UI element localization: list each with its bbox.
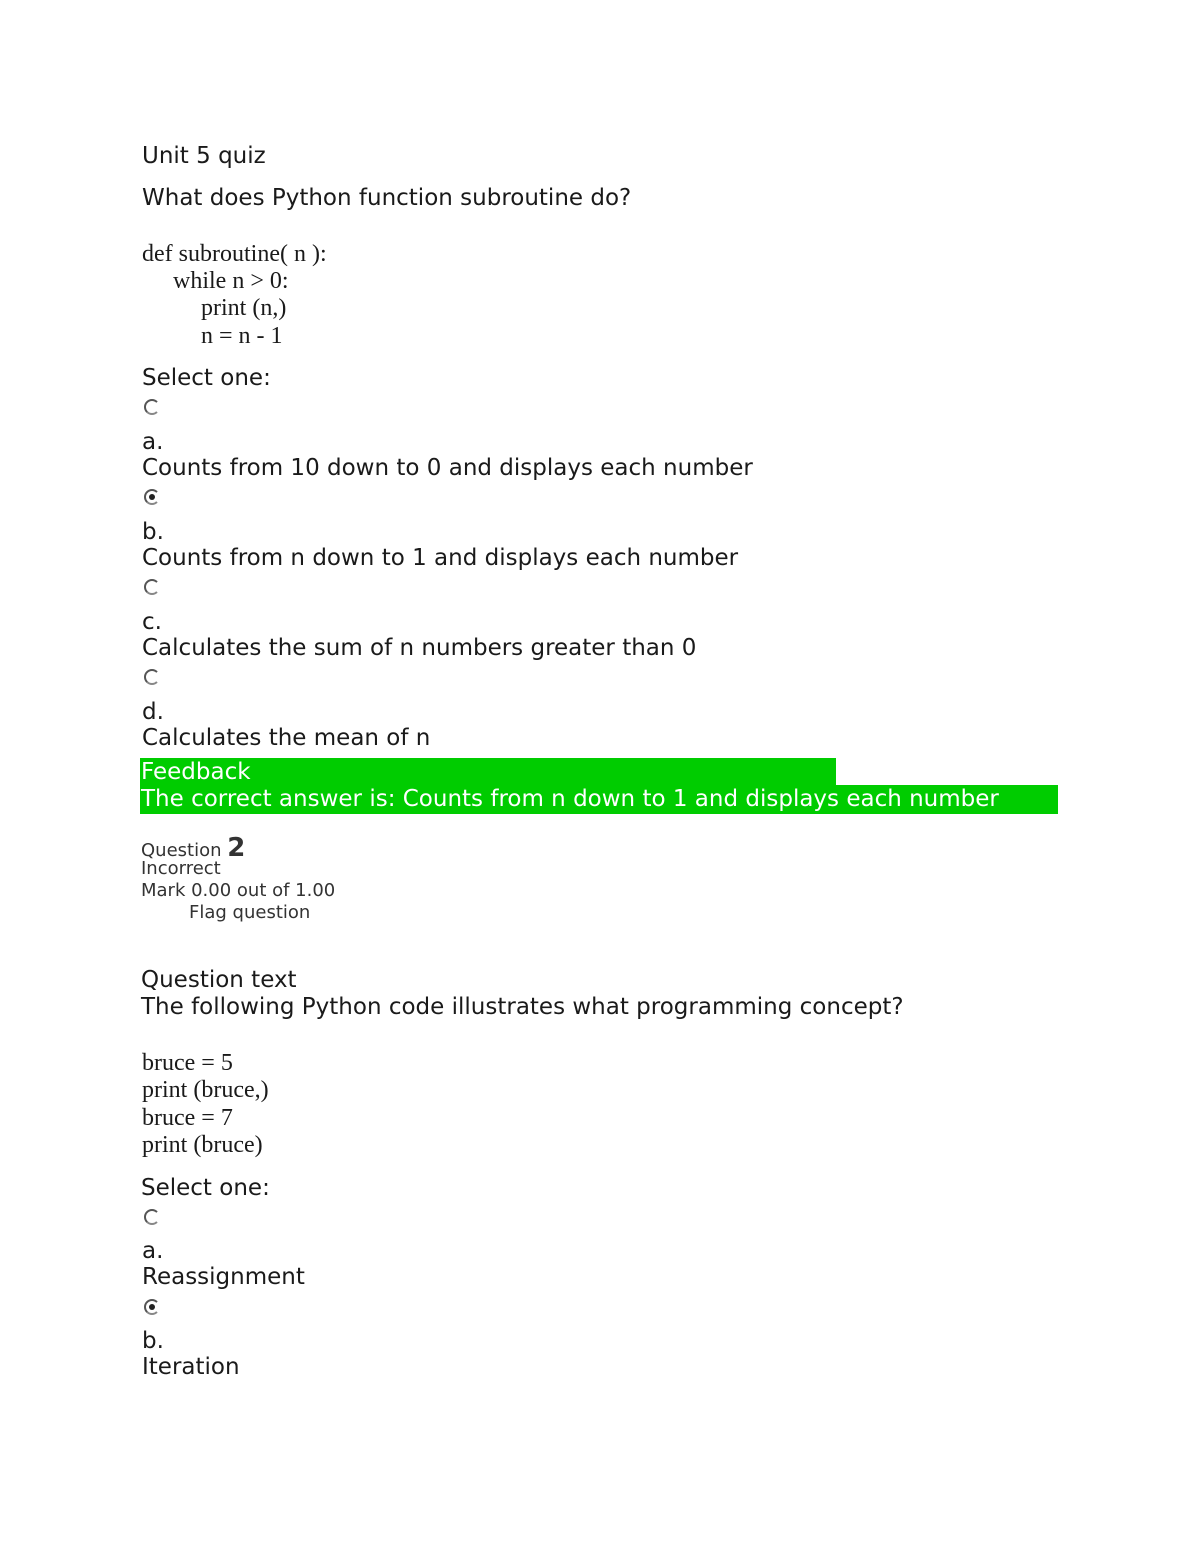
code-line: n = n - 1: [201, 323, 283, 349]
radio-option-b[interactable]: [144, 489, 160, 505]
code-line: def subroutine( n ):: [142, 241, 327, 267]
option-text[interactable]: Iteration: [142, 1354, 240, 1380]
option-text[interactable]: Counts from n down to 1 and displays each number: [142, 545, 739, 571]
option-letter: d.: [142, 699, 164, 725]
option-letter: b.: [142, 519, 164, 545]
question-text-heading: Question text: [141, 967, 297, 993]
code-line: print (n,): [201, 295, 287, 321]
page-title: Unit 5 quiz: [142, 143, 266, 169]
select-one-label: Select one:: [141, 1175, 270, 1201]
question-mark: Mark 0.00 out of 1.00: [141, 880, 336, 901]
option-text[interactable]: Calculates the mean of n: [142, 725, 431, 751]
question-label: Question: [141, 840, 222, 861]
code-line: bruce = 7: [142, 1105, 233, 1131]
option-text[interactable]: Reassignment: [142, 1264, 305, 1290]
option-letter: a.: [142, 429, 164, 455]
question-2-text: The following Python code illustrates what programming concept?: [141, 994, 904, 1020]
radio-option-a[interactable]: [144, 1209, 160, 1225]
question-number: 2: [227, 833, 246, 863]
question-status: Incorrect: [141, 858, 221, 879]
code-line: print (bruce): [142, 1132, 263, 1158]
feedback-correct-answer: The correct answer is: Counts from n down to 1 and displays each number: [141, 786, 999, 812]
radio-option-d[interactable]: [144, 669, 160, 685]
radio-option-c[interactable]: [144, 579, 160, 595]
code-line: bruce = 5: [142, 1050, 233, 1076]
radio-option-a[interactable]: [144, 399, 160, 415]
radio-option-b[interactable]: [144, 1299, 160, 1315]
option-letter: b.: [142, 1328, 164, 1354]
question-1-text: What does Python function subroutine do?: [142, 185, 632, 211]
option-letter: c.: [142, 609, 162, 635]
select-one-label: Select one:: [142, 365, 271, 391]
option-text[interactable]: Counts from 10 down to 0 and displays each number: [142, 455, 753, 481]
option-text[interactable]: Calculates the sum of n numbers greater than 0: [142, 635, 697, 661]
code-line: print (bruce,): [142, 1077, 269, 1103]
flag-question-link[interactable]: Flag question: [189, 902, 311, 923]
option-letter: a.: [142, 1238, 164, 1264]
code-line: while n > 0:: [173, 268, 289, 294]
feedback-title: Feedback: [141, 759, 251, 785]
